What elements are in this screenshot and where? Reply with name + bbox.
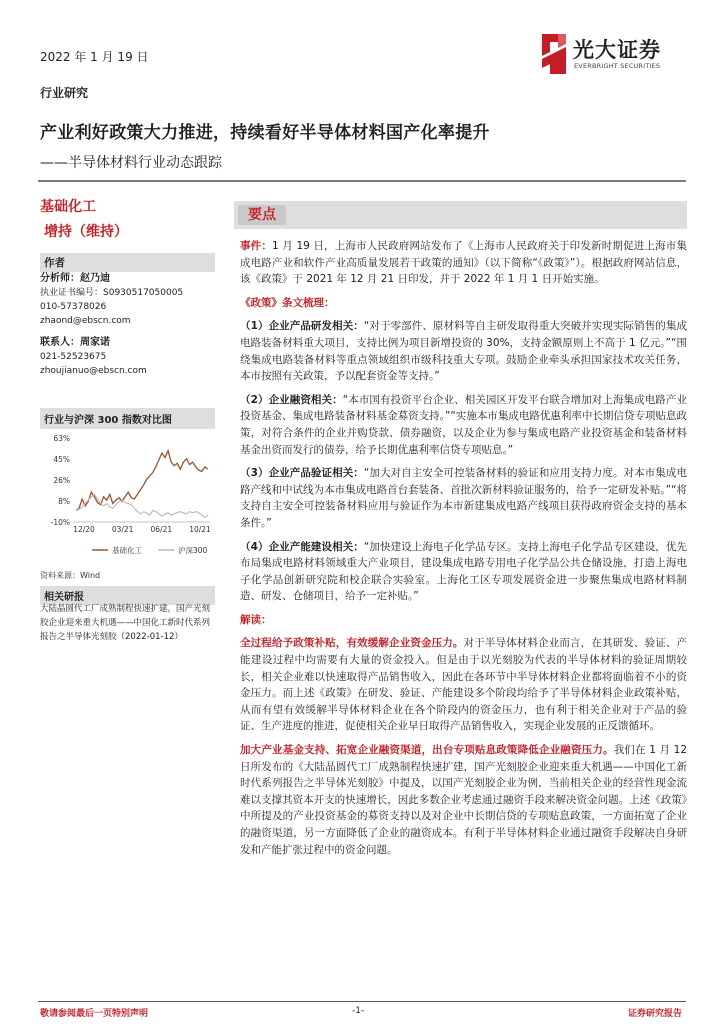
chart-source: 资料来源：Wind (40, 571, 101, 580)
report-subtitle: ——半导体材料行业动态跟踪 (40, 155, 222, 171)
policy-item-4-text: “加快建设上海电子化学品专区。支持上海电子化学品专区建设，优先布局集成电路材料领域重大产业项目，建设集成电路专用电子化学品公共仓储设施，打造上海电子化学品创新研究院和校企联合实验室。上海化工区专项发展资金进一步聚焦集成电路材料制造、研发、仓储项目，给予一定补贴。” (240, 540, 687, 603)
analysis-paragraph-1 (240, 635, 687, 735)
related-reports-header: 相关研报 (40, 586, 215, 605)
y-tick-label: 26% (53, 476, 70, 485)
x-tick-label: 06/21 (150, 525, 173, 534)
analysis-paragraph-2 (240, 742, 687, 858)
sector-name: 基础化工 (40, 199, 96, 215)
policy-item-4 (240, 539, 687, 605)
analysis-2-text: 我们在 1 月 12 日所发布的《大陆晶圆代工厂成熟制程快速扩建，国产光刻胶企业迎来重大机遇——中国化工新时代系列报告之半导体光刻胶》中提及，以国产光刻胶企业为例，当前相关企业的经营性现金流难以支撑其资本开支的快速增长，因此多数企业考虑通过融资手段来解决资金问题。上述《政策》中所提及的产业投资基金的募资支持以及对企业中长期信贷的专项贴息政策，一方面拓宽了企业的融资渠道，另一方面降低了企业的融资成本。有利于半导体材料企业通过融资手段解决自身研发和产能扩张过程中的资金问题。 (240, 744, 687, 856)
analysis-2-label: 加大产业基金支持、拓宽企业融资渠道，出台专项贴息政策降低企业融资压力。 (240, 744, 614, 757)
event-paragraph (240, 238, 687, 288)
report-body (240, 238, 687, 865)
analyst-name: 分析师：赵乃迪 (40, 273, 110, 284)
index-comparison-chart (40, 432, 215, 562)
key-points-label: 要点 (238, 205, 286, 225)
analyst-email[interactable]: zhaond@ebscn.com (40, 316, 131, 326)
event-label: 事件： (240, 240, 273, 252)
page-number: -1- (352, 1006, 365, 1016)
report-category: 行业研究 (40, 86, 89, 100)
footer-report-type: 证券研究报告 (628, 1009, 683, 1019)
key-points-bar (234, 201, 687, 229)
report-date: 2022 年 1 月 19 日 (40, 50, 149, 64)
brand-english-name: EVERBRIGHT SECURITIES (574, 62, 661, 70)
summary-heading: 《政策》条文梳理： (240, 296, 335, 309)
footer-divider (38, 1001, 686, 1002)
contact-phone: 021-52523675 (40, 352, 107, 362)
policy-item-1 (240, 318, 687, 384)
analyst-phone: 010-57378026 (40, 302, 107, 312)
policy-item-2-text: “本市国有投资平台企业、相关园区开发平台联合增加对上海集成电路产业投资基金、集成电路装备材料基金募资支持。”“实施本市集成电路优惠利率中长期信贷专项贴息政策，对符合条件的企业并购贷款、债券融资，以及企业为参与集成电路产业投资基金和装备材料基金出资而发行的债券，给予长期优惠利率信贷专项贴息。” (240, 393, 687, 456)
title-divider (38, 180, 686, 182)
policy-item-3-text: “加大对自主安全可控装备材料的验证和应用支持力度。对本市集成电路产线和中试线为本市集成电路首台套装备、首批次新材料验证服务的，给予一定研发补贴。”“将支持自主安全可控装备材料应用与验证作为本市新建集成电路产线项目获得政府资金支持的基本条件。” (240, 467, 687, 529)
y-tick-label: 63% (53, 434, 70, 443)
x-tick-label: 10/21 (189, 525, 211, 534)
report-title: 产业利好政策大力推进，持续看好半导体材料国产化率提升 (40, 123, 490, 143)
rating: 增持（维持） (44, 224, 128, 240)
related-report-link[interactable]: 大陆晶圆代工厂成熟制程快速扩建，国产光刻胶企业迎来重大机遇——中国化工新时代系列报告之半导体光刻胶（2022-01-12） (40, 604, 211, 642)
policy-item-2 (240, 392, 687, 458)
brand-logo-icon (540, 32, 570, 76)
policy-item-1-text: “对于零部件、原材料等自主研发取得重大突破并实现实际销售的集成电路装备材料重大项目，支持比例为项目新增投资的 30%，支持金额原则上不高于 1 亿元。”“围绕集成电路装备材料等重点领域组织市级科技重大专项。鼓励企业牵头承担国家技术攻关任务，本市按照有关政策，予以配套资金等支持。” (240, 320, 687, 383)
policy-item-2-label: （2）企业融资相关： (240, 393, 343, 406)
contact-name: 联系人：周家诺 (40, 337, 110, 348)
series-line-sector (76, 451, 208, 511)
chart-title: 行业与沪深 300 指数对比图 (40, 408, 215, 429)
policy-item-3-label: （3）企业产品验证相关： (240, 467, 364, 480)
y-tick-label: 45% (53, 455, 70, 464)
policy-item-3 (240, 465, 687, 531)
footer-disclaimer[interactable]: 敬请参阅最后一页特别声明 (40, 1009, 149, 1019)
analysis-1-label: 全过程给予政策补贴，有效缓解企业资金压力。 (240, 637, 464, 650)
x-tick-label: 03/21 (111, 525, 134, 534)
author-header: 作者 (40, 253, 215, 272)
y-tick-label: -10% (50, 518, 70, 527)
brand-logo (540, 32, 690, 76)
x-tick-label: 12/20 (73, 525, 95, 534)
legend-label: 基础化工 (112, 546, 142, 555)
policy-item-4-label: （4）企业产能建设相关： (240, 540, 364, 553)
policy-item-1-label: （1）企业产品研发相关： (240, 320, 364, 333)
legend-label: 沪深300 (178, 546, 208, 555)
brand-name: 光大证券 (573, 38, 661, 62)
series-line-csi300 (76, 494, 208, 517)
sidebar (40, 196, 215, 378)
analysis-1-text: 对于半导体材料企业而言，在其研发、验证、产能建设过程中均需要有大量的资金投入。但是由于以光刻胶为代表的半导体材料的验证周期较长，相关企业难以快速取得产品销售收入，因此在各环节中半导体材料企业都将面临着不小的资金压力。而上述《政策》在研发、验证、产能建设多个阶段均给予了半导体材料企业政策补贴，从而有望有效缓解半导体材料企业在各个阶段内的资金压力，也有利于相关企业对于产品的验证、生产进度的推进，促使相关企业早日取得产品销售收入，实现企业发展的正反馈循环。 (240, 637, 688, 733)
analysis-heading: 解读： (240, 613, 272, 626)
contact-email[interactable]: zhoujianuo@ebscn.com (40, 366, 147, 376)
event-text: 1 月 19 日，上海市人民政府网站发布了《上海市人民政府关于印发新时期促进上海市集成电路产业和软件产业高质量发展若干政策的通知》（以下简称“《政策》”）。根据政府网站信息，该《政策》于 2021 年 12 月 21 日印发，并于 2022 年 1 月 1 日开始实施。 (240, 240, 687, 286)
y-tick-label: 8% (58, 497, 70, 506)
analyst-cert: 执业证书编号：S0930517050005 (40, 288, 184, 298)
